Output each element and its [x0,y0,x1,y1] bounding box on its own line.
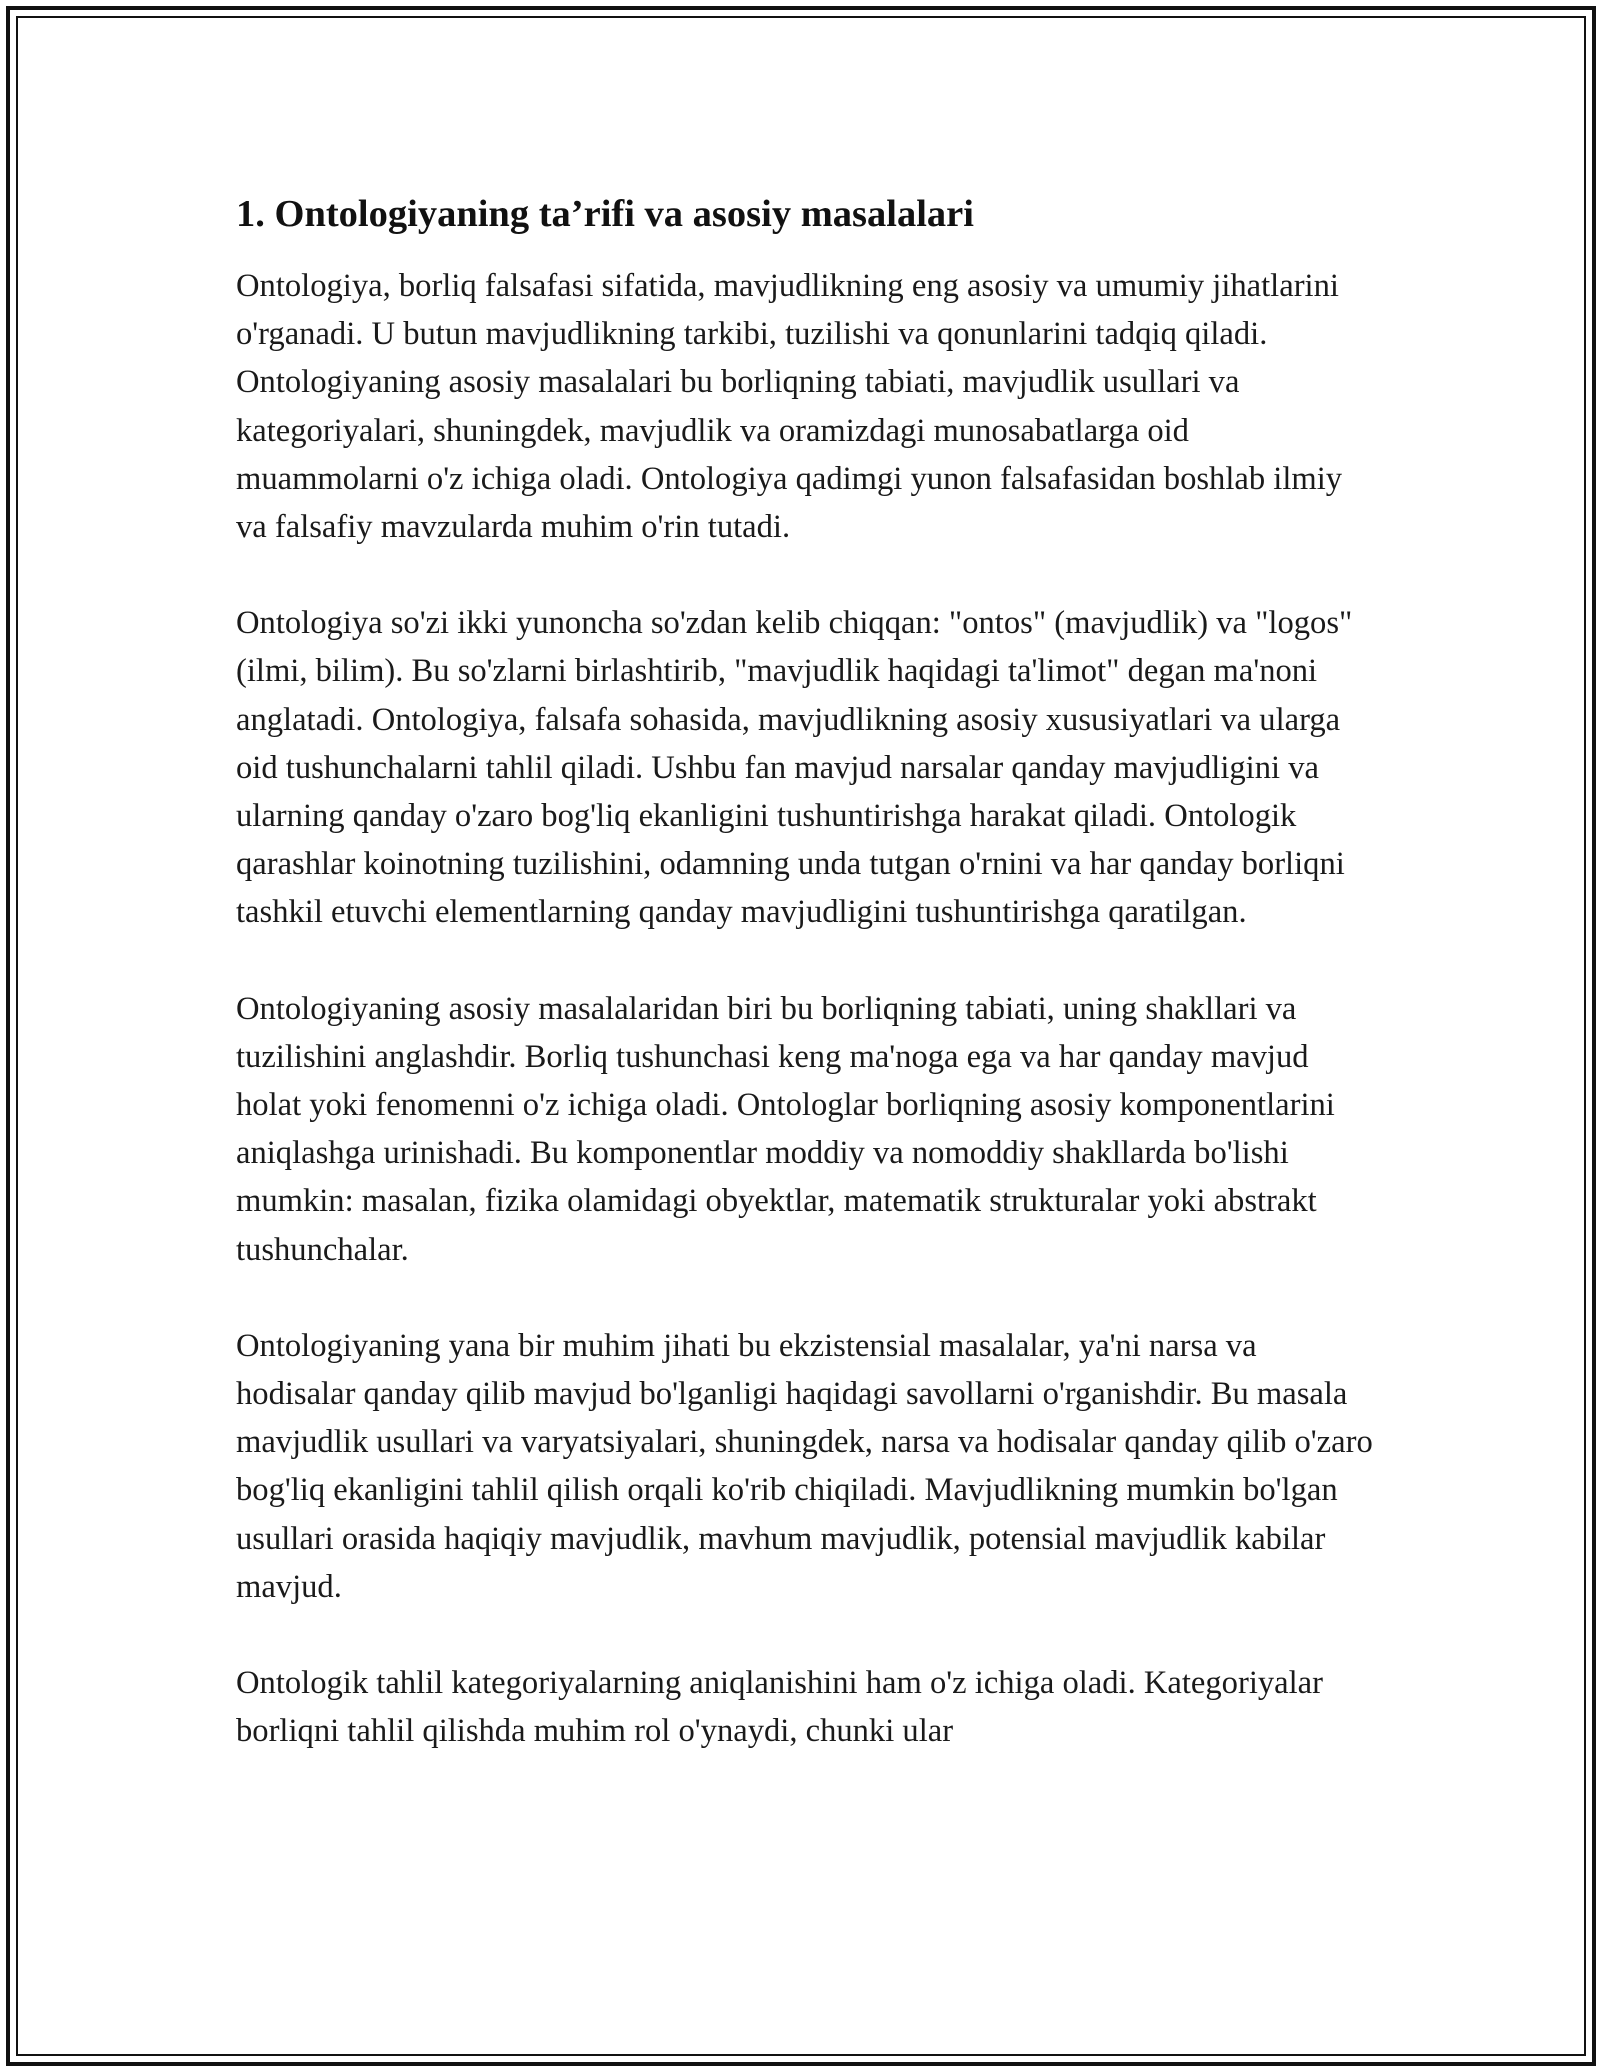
paragraph-3: Ontologiyaning asosiy masalalaridan biri bu borliqning tabiati, uning shakllari va tuzilishini anglashdir. Borliq tushunchasi keng ma'noga ega va har qanday mavjud holat yoki fenomenni o'z ichiga oladi. Ontologlar borliqning asosiy komponentlarini aniqlashga urinishadi. Bu komponentlar moddiy va nomoddiy shakllarda bo'lishi mumkin: masalan, fizika olamidagi obyektlar, matematik strukturalar yoki abstrakt tushunchalar. [236,990,1335,1268]
paragraph-2: Ontologiya so'zi ikki yunoncha so'zdan kelib chiqqan: "ontos" (mavjudlik) va "logos" (ilmi, bilim). Bu so'zlarni birlashtirib, "mavjudlik haqidagi ta'limot" degan ma'noni anglatadi. Ontologiya, falsafa sohasida, mavjudlikning asosiy xususiyatlari va ularga oid tushunchalarni tahlil qiladi. Ushbu fan mavjud narsalar qanday mavjudligini va ularning qanday o'zaro bog'liq ekanligini tushuntirishga harakat qiladi. Ontologik qarashlar koinotning tuzilishini, odamning unda tutgan o'rnini va har qanday borliqni tashkil etuvchi elementlarning qanday mavjudligini tushuntirishga qaratilgan. [236,605,1353,931]
paragraph-4: Ontologiyaning yana bir muhim jihati bu ekzistensial masalalar, ya'ni narsa va hodisalar qanday qilib mavjud bo'lganligi haqidagi savollarni o'rganishdir. Bu masala mavjudlik usullari va varyatsiyalari, shuningdek, narsa va hodisalar qanday qilib o'zaro bog'liq ekanligini tahlil qilish orqali ko'rib chiqiladi. Mavjudlikning mumkin bo'lgan usullari orasida haqiqiy mavjudlik, mavhum mavjudlik, potensial mavjudlik kabilar mavjud. [236,1327,1373,1605]
paragraph-5: Ontologik tahlil kategoriyalarning aniqlanishini ham o'z ichiga oladi. Kategoriyalar borliqni tahlil qilishda muhim rol o'ynaydi, chunki ular [236,1665,1323,1750]
section-heading: 1. Ontologiyaning ta’rifi va asosiy masalalari [236,193,974,235]
paragraph-1: Ontologiya, borliq falsafasi sifatida, mavjudlikning eng asosiy va umumiy jihatlarini o'rganadi. U butun mavjudlikning tarkibi, tuzilishi va qonunlarini tadqiq qiladi. Ontologiyaning asosiy masalalari bu borliqning tabiati, mavjudlik usullari va kategoriyalari, shuningdek, mavjudlik va oramizdagi munosabatlarga oid muammolarni o'z ichiga oladi. Ontologiya qadimgi yunon falsafasidan boshlab ilmiy va falsafiy mavzularda muhim o'rin tutadi. [236,268,1343,546]
document-body [236,188,1376,1803]
